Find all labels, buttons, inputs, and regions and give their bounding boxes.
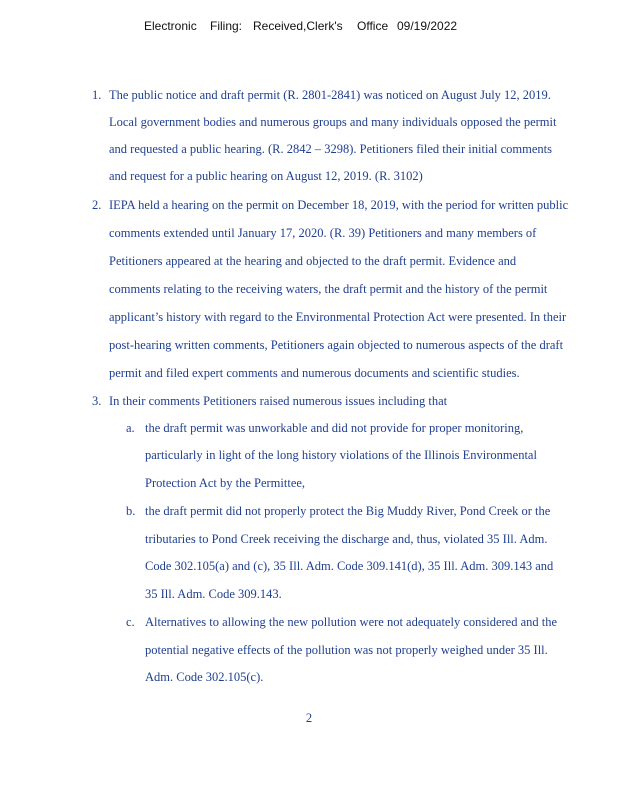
paragraph-line: IEPA held a hearing on the permit on December 18, 2019, with the period for written public [109, 198, 569, 212]
sub-item-line: Code 302.105(a) and (c), 35 Ill. Adm. Code 309.141(d), 35 Ill. Adm. 309.143 and [145, 559, 554, 573]
paragraph-line: The public notice and draft permit (R. 2801-2841) was noticed on August July 12, 2019. [109, 88, 551, 102]
sub-item-label: a. [126, 421, 135, 435]
header-office: Office [357, 19, 389, 33]
paragraph-line: comments relating to the receiving waters, the draft permit and the history of the permit [109, 282, 548, 296]
sub-item-line: Alternatives to allowing the new pollution were not adequately considered and the [145, 615, 558, 629]
paragraph-line: and request for a public hearing on August 12, 2019. (R. 3102) [109, 169, 423, 183]
paragraph-number: 1. [92, 88, 102, 102]
paragraph-line: Local government bodies and numerous groups and many individuals opposed the permit [109, 115, 557, 129]
sub-item-label: c. [126, 615, 135, 629]
paragraph-line: permit and filed expert comments and numerous documents and scientific studies. [109, 366, 520, 380]
page-number: 2 [305, 711, 313, 725]
sub-item-line: potential negative effects of the pollution was not properly weighed under 35 Ill. [145, 643, 548, 657]
paragraph-line: post-hearing written comments, Petitioners again objected to numerous aspects of the draft [109, 338, 564, 352]
paragraph-line: and requested a public hearing. (R. 2842 – 3298). Petitioners filed their initial comments [109, 142, 552, 156]
header-electronic: Electronic [144, 19, 197, 33]
sub-item-line: Protection Act by the Permittee, [145, 476, 306, 490]
sub-item-line: particularly in light of the long history violations of the Illinois Environmental [145, 448, 537, 462]
header-date: 09/19/2022 [397, 19, 458, 33]
paragraph-number: 3. [92, 394, 102, 408]
filing-stamp-header [144, 19, 618, 33]
paragraph-line: comments extended until January 17, 2020. (R. 39) Petitioners and many members of [109, 226, 537, 240]
paragraph-line: Petitioners appeared at the hearing and objected to the draft permit. Evidence and [109, 254, 517, 268]
sub-item-line: the draft permit was unworkable and did not provide for proper monitoring, [145, 421, 524, 435]
paragraph-number: 2. [92, 198, 102, 212]
header-received-clerks: Received,Clerk's [253, 19, 343, 33]
sub-item-line: the draft permit did not properly protect the Big Muddy River, Pond Creek or the [145, 504, 551, 518]
paragraph-line: In their comments Petitioners raised numerous issues including that [109, 394, 448, 408]
sub-item-line: tributaries to Pond Creek receiving the discharge and, thus, violated 35 Ill. Adm. [145, 532, 548, 546]
sub-item-line: Adm. Code 302.105(c). [145, 670, 264, 684]
paragraph-line: applicant’s history with regard to the Environmental Protection Act were presented. In their [109, 310, 567, 324]
sub-item-line: 35 Ill. Adm. Code 309.143. [145, 587, 282, 601]
sub-item-label: b. [126, 504, 136, 518]
header-filing: Filing: [210, 19, 243, 33]
